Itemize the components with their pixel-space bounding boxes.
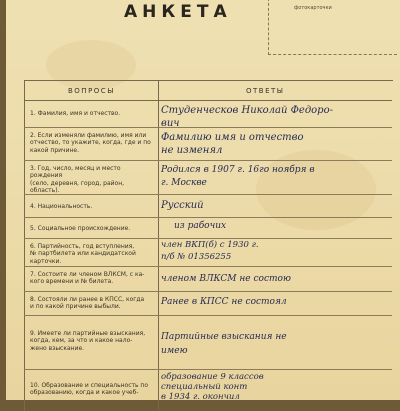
table-row — [24, 195, 392, 218]
question-text: 2. Если изменяли фамилию, имя или отчество, то укажите, когда, где и по какой причине. — [30, 132, 151, 154]
table-row — [24, 101, 392, 128]
photo-placeholder — [268, 0, 397, 55]
table-row — [24, 161, 392, 195]
question-text: 8. Состояли ли ранее в КПСС, когда и по какой причине выбыли. — [30, 296, 145, 311]
column-header-questions: ВОПРОСЫ — [68, 87, 115, 95]
answer-text: член ВКП(б) с 1930 г. п/б № 01356255 — [161, 240, 259, 262]
form-title: АНКЕТА — [124, 2, 232, 22]
question-text: 10. Образование и специальность по образованию, когда и какое учеб- — [30, 382, 149, 397]
column-header-answers: ОТВЕТЫ — [246, 87, 285, 95]
table-row — [24, 316, 392, 370]
answer-text: Русский — [161, 200, 204, 211]
question-text: 5. Социальное происхождение. — [30, 225, 131, 232]
question-text: 6. Партийность, год вступления, № партбилета или кандидатской карточки. — [30, 243, 136, 265]
table-row — [24, 218, 392, 239]
question-text: 4. Национальность. — [30, 203, 93, 210]
photo-caption: фотокарточки — [294, 5, 332, 11]
answer-text: Студенческов Николай Федоро- вич — [161, 105, 333, 129]
table-row — [24, 370, 392, 410]
question-text: 3. Год, число, месяц и место рождения (село, деревня, город, район, область). — [30, 165, 125, 195]
answer-text: Партийные взыскания не имею — [161, 332, 287, 356]
answer-text: Ранее в КПСС не состоял — [161, 297, 287, 307]
question-text: 1. Фамилия, имя и отчество. — [30, 110, 121, 117]
answer-text: образование 9 классов специальный конт в 1934 г. окончил — [161, 372, 264, 402]
answer-text: Фамилию имя и отчество не изменял — [161, 132, 304, 156]
answer-text: из рабочих — [174, 221, 227, 231]
answer-text: Родился в 1907 г. 16го ноября в г. Москве — [161, 165, 315, 188]
table-row — [24, 292, 392, 316]
answer-text: членом ВЛКСМ не состою — [161, 274, 291, 284]
question-text: 7. Состоите ли членом ВЛКСМ, с ка- кого времени и № билета. — [30, 271, 145, 286]
table-row — [24, 128, 392, 161]
question-text: 9. Имеете ли партийные взыскания, когда, кем, за что и какое нало- жено взыскание. — [30, 330, 146, 352]
table-row — [24, 267, 392, 292]
table-row — [24, 239, 392, 267]
